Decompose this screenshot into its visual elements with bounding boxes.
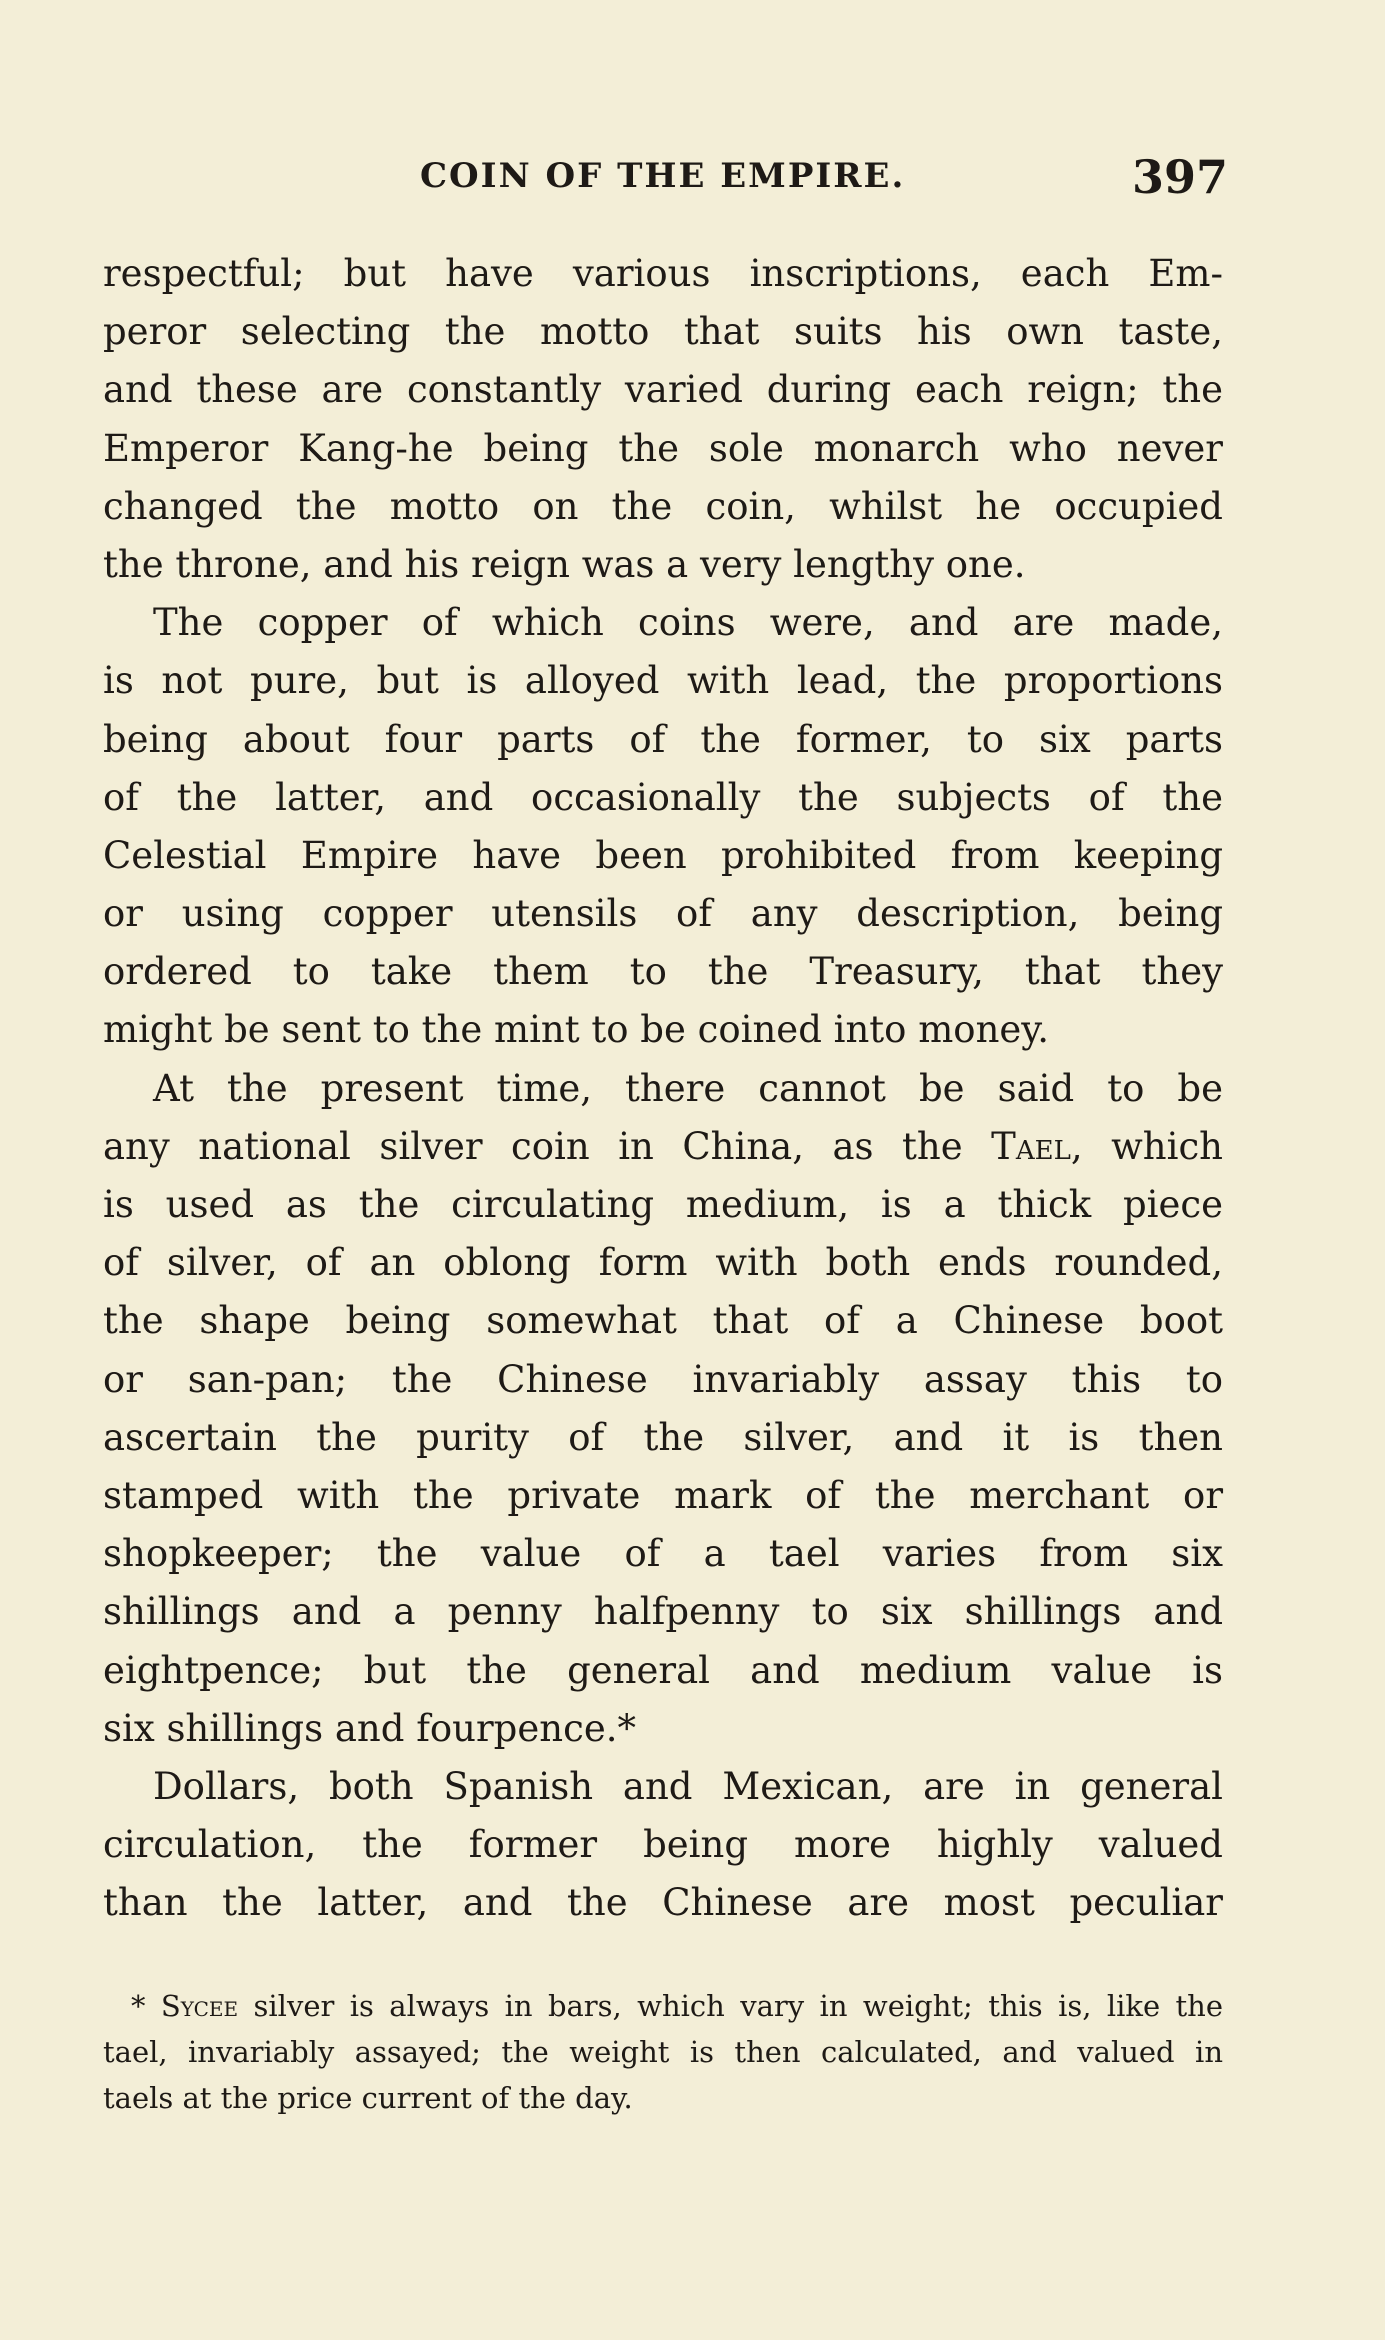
text-line: circulation, the former being more highly valued: [103, 1823, 1223, 1867]
text-line: than the latter, and the Chinese are most peculiar: [103, 1881, 1223, 1925]
text-line: the shape being somewhat that of a Chinese boot: [103, 1299, 1223, 1343]
paragraph-start: The copper of which coins were, and are made,: [153, 601, 1223, 645]
body-text: [103, 245, 1223, 1932]
text-line: peror selecting the motto that suits his own taste,: [103, 310, 1223, 354]
footnote: [103, 1983, 1223, 2121]
text-line: might be sent to the mint to be coined into money.: [103, 1008, 1050, 1052]
text-line: and these are constantly varied during each reign; the: [103, 368, 1223, 412]
text-line: shopkeeper; the value of a tael varies from six: [103, 1532, 1223, 1576]
text-segment: silver is always in bars, which vary in weight; this is, like the: [238, 1989, 1223, 2023]
text-line: [103, 1118, 1223, 1176]
text-line: of silver, of an oblong form with both ends rounded,: [103, 1241, 1223, 1285]
footnote-line: taels at the price current of the day.: [103, 2081, 633, 2115]
text-line: is not pure, but is alloyed with lead, the proportions: [103, 659, 1223, 703]
text-line: of the latter, and occasionally the subjects of the: [103, 775, 1223, 819]
footnote-line: [103, 1983, 1223, 2029]
text-line: being about four parts of the former, to six parts: [103, 717, 1223, 761]
sycee-small-caps: Sycee: [160, 1989, 239, 2023]
text-segment: , which: [1070, 1124, 1223, 1168]
text-line: six shillings and fourpence.*: [103, 1706, 636, 1750]
footnote-marker: *: [131, 1989, 161, 2023]
text-line: ordered to take them to the Treasury, that they: [103, 950, 1223, 994]
page-number: 397: [1132, 150, 1229, 204]
text-line: Celestial Empire have been prohibited from keeping: [103, 833, 1223, 877]
text-line: eightpence; but the general and medium value is: [103, 1648, 1223, 1692]
paragraph-start: At the present time, there cannot be said to be: [153, 1066, 1223, 1110]
text-line: stamped with the private mark of the merchant or: [103, 1473, 1223, 1517]
footnote-line: tael, invariably assayed; the weight is then calculated, and valued in: [103, 2035, 1223, 2069]
text-line: respectful; but have various inscriptions, each Em-: [103, 252, 1223, 295]
page-header: [0, 150, 1385, 210]
text-line: or using copper utensils of any description, being: [103, 892, 1223, 936]
tael-small-caps: Tael: [991, 1124, 1071, 1168]
text-line: ascertain the purity of the silver, and it is then: [103, 1415, 1223, 1459]
text-line: Emperor Kang-he being the sole monarch who never: [103, 426, 1223, 470]
text-line: shillings and a penny halfpenny to six shillings and: [103, 1590, 1223, 1634]
paragraph-start: Dollars, both Spanish and Mexican, are in general: [153, 1764, 1223, 1808]
text-line: is used as the circulating medium, is a thick piece: [103, 1183, 1223, 1226]
running-head: COIN OF THE EMPIRE.: [420, 156, 906, 196]
text-line: changed the motto on the coin, whilst he occupied: [103, 484, 1223, 528]
text-segment: any national silver coin in China, as the: [103, 1124, 992, 1168]
text-line: or san-pan; the Chinese invariably assay this to: [103, 1357, 1223, 1401]
text-line: the throne, and his reign was a very lengthy one.: [103, 542, 1026, 586]
